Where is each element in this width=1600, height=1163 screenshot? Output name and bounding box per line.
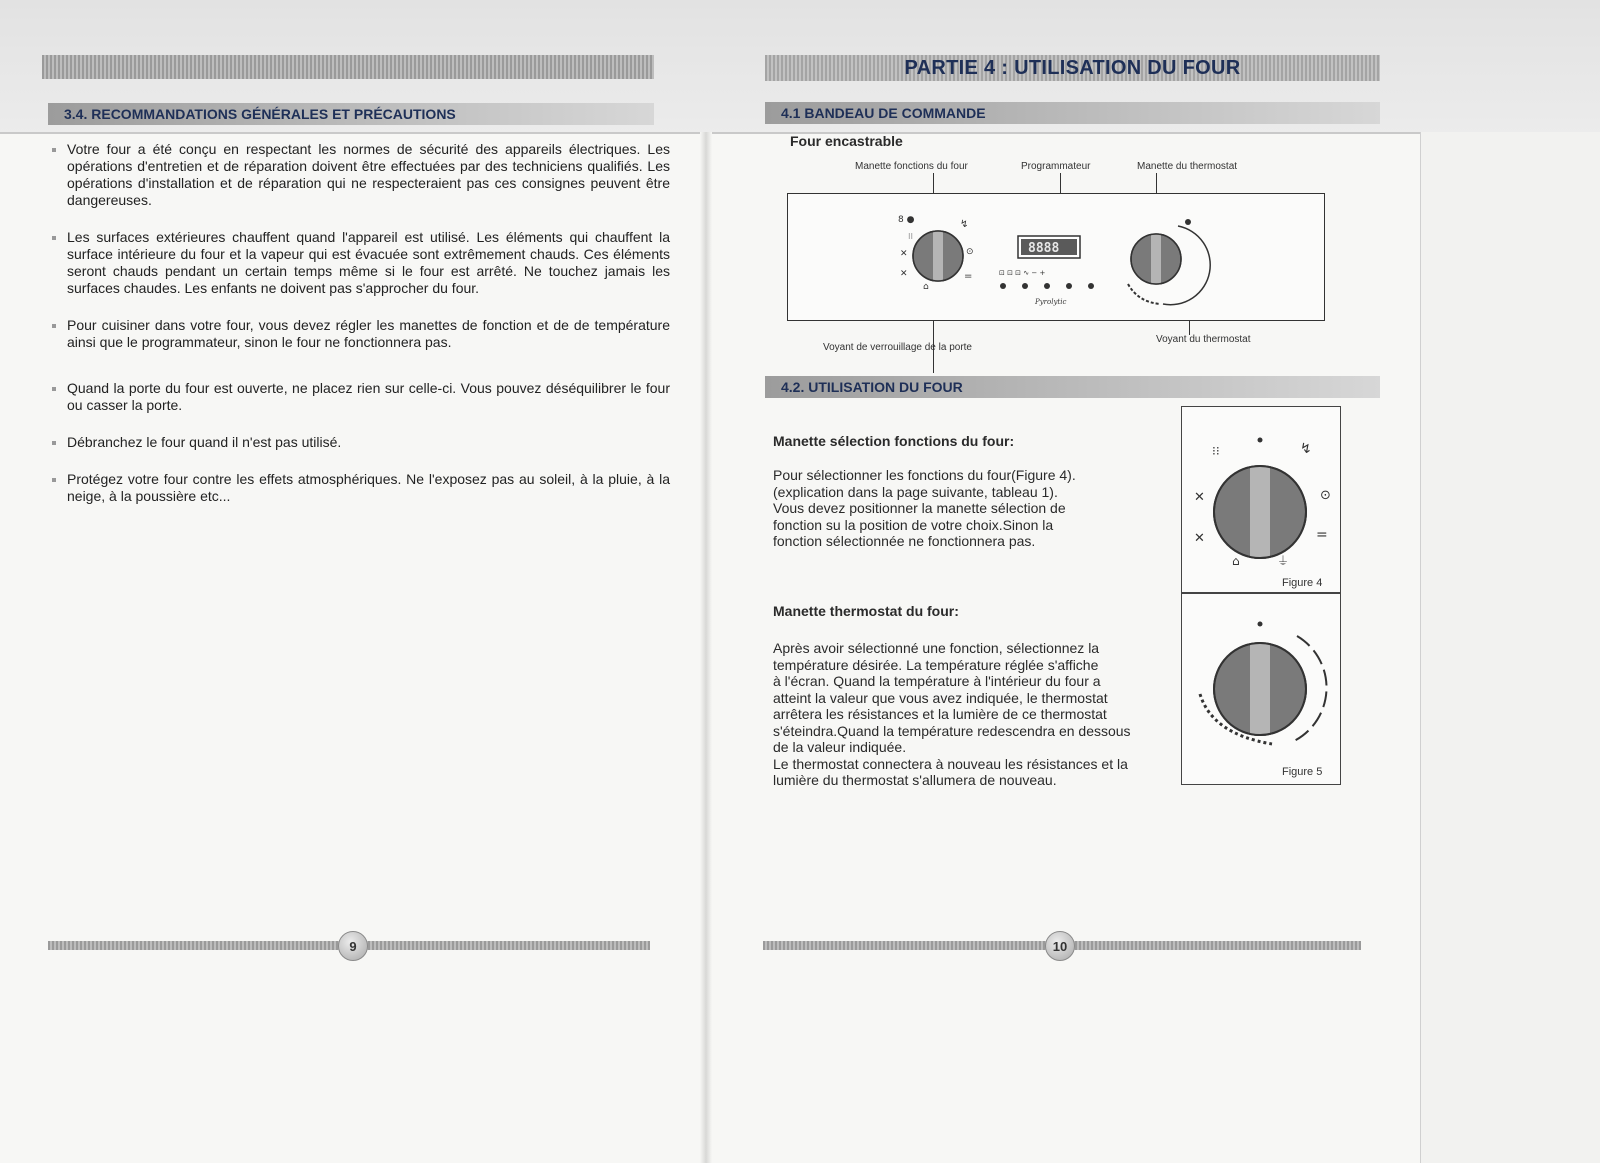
- display-digits: 8888: [1028, 241, 1060, 256]
- list-item: Quand la porte du four est ouverte, ne placez rien sur celle-ci. Vous pouvez déséquilibrer le four ou casser la porte.: [50, 380, 670, 414]
- thermostat-light: [1185, 219, 1191, 225]
- svg-text:⊡ ⊡ ⊡ ∿ − +: ⊡ ⊡ ⊡ ∿ − +: [999, 269, 1046, 277]
- precautions-list: [50, 141, 670, 525]
- next-page-edge: [1420, 132, 1600, 1163]
- svg-text:=: =: [964, 271, 973, 282]
- svg-text:⁝⁝: ⁝⁝: [908, 232, 914, 241]
- svg-text:↯: ↯: [1300, 441, 1312, 457]
- label-thermostat-knob: Manette du thermostat: [1137, 161, 1238, 172]
- list-item: Pour cuisiner dans votre four, vous devez régler les manettes de fonction et de de température ainsi que le programmateur, sinon le four ne fonctionnera pas.: [50, 317, 670, 351]
- subtitle-four-encastrable: Four encastrable: [790, 133, 903, 149]
- figure-5-caption: Figure 5: [1282, 766, 1323, 778]
- label-door-lock-light: Voyant de verrouillage de la porte: [823, 342, 972, 353]
- label-programmer: Programmateur: [1021, 161, 1091, 172]
- figure-4-caption: Figure 4: [1282, 577, 1323, 589]
- svg-text:⌂: ⌂: [1232, 554, 1240, 567]
- function-knob-text: Pour sélectionner les fonctions du four(Figure 4). (explication dans la page suivante, tableau 1). Vous devez positionner la manette sélection de fonction su la position de votre choix.Sinon la fonction sélectionnée ne fonctionnera pas.: [773, 467, 1076, 549]
- svg-text:↯: ↯: [960, 219, 969, 230]
- label-function-knob: Manette fonctions du four: [855, 161, 968, 172]
- svg-text:=: =: [1316, 527, 1328, 543]
- control-panel-drawing: [788, 194, 1323, 319]
- brand-label: Pyrolytic: [1035, 298, 1067, 306]
- svg-text:✕: ✕: [1194, 490, 1205, 505]
- label-thermostat-light: Voyant du thermostat: [1156, 334, 1251, 345]
- svg-text:⁝⁝: ⁝⁝: [1212, 444, 1220, 458]
- list-item: Protégez votre four contre les effets atmosphériques. Ne l'exposez pas au soleil, à la pluie, à la neige, à la poussière etc...: [50, 471, 670, 505]
- programmer-button: [1000, 283, 1006, 289]
- part-title: PARTIE 4 : UTILISATION DU FOUR: [765, 55, 1380, 81]
- list-item: Débranchez le four quand il n'est pas utilisé.: [50, 434, 670, 451]
- svg-text:⌂: ⌂: [923, 282, 929, 292]
- svg-text:✕: ✕: [900, 269, 908, 279]
- programmer-button: [1066, 283, 1072, 289]
- programmer-button: [1088, 283, 1094, 289]
- svg-text:✕: ✕: [900, 249, 908, 259]
- svg-text:8 ●: 8 ●: [898, 215, 915, 225]
- function-knob-figure: [1182, 407, 1339, 567]
- thermostat-knob-figure: [1182, 594, 1339, 764]
- page-left: [0, 0, 705, 1031]
- thermostat-knob-text: Après avoir sélectionné une fonction, sélectionnez la température désirée. La température réglée s'affiche à l'écran. Quand la température à l'intérieur du four a atteint la valeur que vous avez indiquée, le thermostat arrêtera les résistances et la lumière de ce thermostat s'éteindra.Quand la température redescendra en dessous de la valeur indiquée. Le thermostat connectera à nouveau les résistances et la lumière du thermostat s'allumera de nouveau.: [773, 640, 1131, 788]
- list-item: Les surfaces extérieures chauffent quand l'appareil est utilisé. Les éléments qui chauffent la surface intérieure du four et la vapeur qui est évacuée sont extrêmement chauds. Ces éléments seront chauds pendant un certain temps même si le four est arrêté. Ne touchez jamais les surfaces chaudes. Les enfants ne doivent pas s'approcher du four.: [50, 229, 670, 297]
- section-title-4-1: 4.1 BANDEAU DE COMMANDE: [765, 102, 1380, 124]
- page-number-10: 10: [1045, 931, 1075, 961]
- figure-5: [1181, 593, 1341, 785]
- list-item: Votre four a été conçu en respectant les normes de sécurité des appareils électriques. Les opérations d'entretien et de réparation doivent être effectuées par des techniciens qualifiés. Les opérations d'installation et de réparation qui ne respecteraient pas ces consignes peuvent être dangereuses.: [50, 141, 670, 209]
- function-knob-heading: Manette sélection fonctions du four:: [773, 433, 1015, 449]
- control-panel: [787, 193, 1325, 321]
- programmer-button: [1044, 283, 1050, 289]
- page-right: [705, 0, 1420, 1031]
- section-title-4-2: 4.2. UTILISATION DU FOUR: [765, 376, 1380, 398]
- section-title-3-4: 3.4. RECOMMANDATIONS GÉNÉRALES ET PRÉCAUTIONS: [48, 103, 654, 125]
- svg-text:⏚: ⏚: [1277, 554, 1290, 567]
- left-top-bar: [42, 55, 654, 79]
- thermostat-knob-heading: Manette thermostat du four:: [773, 603, 959, 619]
- programmer-button: [1022, 283, 1028, 289]
- figure-4: [1181, 406, 1341, 593]
- page-number-9: 9: [338, 931, 368, 961]
- svg-text:⊙: ⊙: [966, 247, 974, 257]
- svg-text:✕: ✕: [1194, 531, 1205, 546]
- svg-text:⊙: ⊙: [1320, 488, 1331, 503]
